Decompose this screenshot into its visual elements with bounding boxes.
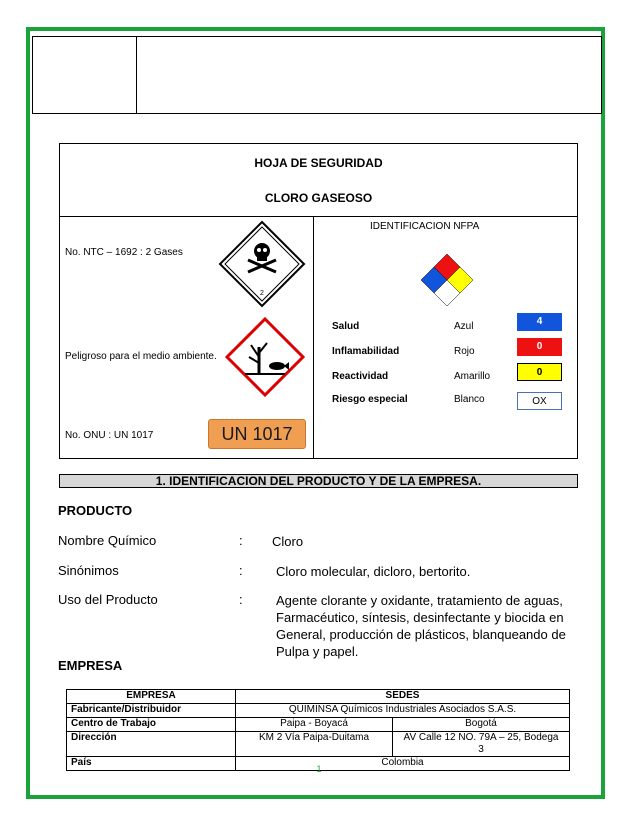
field-sep-nombre: : bbox=[239, 533, 243, 548]
page-number: 1 bbox=[316, 764, 322, 774]
nfpa-color-special: Blanco bbox=[454, 394, 485, 405]
cell-fab-label: Fabricante/Distribuidor bbox=[67, 704, 236, 718]
table-header-sedes: SEDES bbox=[236, 690, 570, 704]
nfpa-color-reactivity: Amarillo bbox=[454, 371, 491, 382]
environment-hazard-pictogram-icon bbox=[225, 317, 305, 397]
header-box bbox=[32, 36, 602, 114]
nfpa-color-flammability: Rojo bbox=[454, 346, 475, 357]
title-box bbox=[59, 143, 578, 459]
column-divider bbox=[313, 216, 314, 458]
table-row bbox=[67, 732, 570, 757]
cell-dir-label: Dirección bbox=[67, 732, 236, 757]
document-title: HOJA DE SEGURIDAD bbox=[254, 156, 383, 170]
table-row bbox=[67, 704, 570, 718]
toxic-gas-pictogram-icon bbox=[218, 220, 306, 308]
empresa-heading: EMPRESA bbox=[58, 658, 123, 673]
nfpa-value-flammability: 0 bbox=[517, 338, 562, 356]
nfpa-title: IDENTIFICACION NFPA bbox=[370, 221, 480, 232]
env-hazard-label: Peligroso para el medio ambiente. bbox=[65, 351, 217, 362]
cell-centro-1: Paipa - Boyacá bbox=[236, 718, 393, 732]
cell-dir-2-line1: AV Calle 12 NO. 79A – 25, Bodega bbox=[403, 732, 559, 743]
field-value-uso-line3: General, producción de plásticos, blanqueando de bbox=[276, 627, 566, 642]
cell-dir-1: KM 2 Vía Paipa-Duitama bbox=[236, 732, 393, 757]
cell-dir-2-line2: 3 bbox=[478, 744, 484, 755]
cell-pais-label: País bbox=[67, 757, 236, 771]
cell-pais-value: Colombia bbox=[236, 757, 570, 771]
nfpa-diamond-icon bbox=[420, 253, 474, 307]
nfpa-label-reactivity: Reactividad bbox=[332, 371, 389, 382]
document-subtitle: CLORO GASEOSO bbox=[264, 191, 373, 205]
field-value-sinonimos: Cloro molecular, dicloro, bertorito. bbox=[276, 564, 471, 579]
cell-fab-value: QUIMINSA Químicos Industriales Asociados S.A.S. bbox=[236, 704, 570, 718]
table-row bbox=[67, 718, 570, 732]
logo-cell bbox=[33, 37, 137, 113]
field-value-uso-line4: Pulpa y papel. bbox=[276, 644, 359, 659]
cell-centro-label: Centro de Trabajo bbox=[67, 718, 236, 732]
field-value-nombre: Cloro bbox=[272, 534, 304, 549]
nfpa-color-health: Azul bbox=[454, 321, 474, 332]
nfpa-label-health: Salud bbox=[332, 321, 360, 332]
toxic-class-number: 2 bbox=[260, 290, 264, 297]
producto-heading: PRODUCTO bbox=[58, 503, 133, 518]
field-value-uso-line2: Farmacéutico, síntesis, desinfectante y biocida en bbox=[276, 610, 564, 625]
nfpa-label-flammability: Inflamabilidad bbox=[332, 346, 400, 357]
field-sep-sinonimos: : bbox=[239, 563, 243, 578]
nfpa-value-reactivity: 0 bbox=[517, 363, 562, 381]
title-row bbox=[60, 144, 577, 217]
field-label-nombre: Nombre Químico bbox=[58, 533, 157, 548]
table-row bbox=[67, 690, 570, 704]
field-value-uso-line1: Agente clorante y oxidante, tratamiento de aguas, bbox=[276, 593, 563, 608]
table-header-empresa: EMPRESA bbox=[67, 690, 236, 704]
nfpa-label-special: Riesgo especial bbox=[332, 394, 408, 405]
cell-centro-2: Bogotá bbox=[393, 718, 570, 732]
un-number-badge: UN 1017 bbox=[208, 419, 306, 449]
nfpa-value-health: 4 bbox=[517, 313, 562, 331]
field-label-sinonimos: Sinónimos bbox=[58, 563, 119, 578]
field-sep-uso: : bbox=[239, 592, 243, 607]
empresa-table bbox=[66, 689, 570, 771]
cell-dir-2 bbox=[393, 732, 570, 757]
field-label-uso: Uso del Producto bbox=[58, 592, 158, 607]
onu-label: No. ONU : UN 1017 bbox=[65, 430, 154, 441]
nfpa-value-special: OX bbox=[517, 392, 562, 410]
section-title: 1. IDENTIFICACION DEL PRODUCTO Y DE LA EMPRESA. bbox=[59, 474, 578, 488]
ntc-label: No. NTC – 1692 : 2 Gases bbox=[65, 247, 183, 258]
